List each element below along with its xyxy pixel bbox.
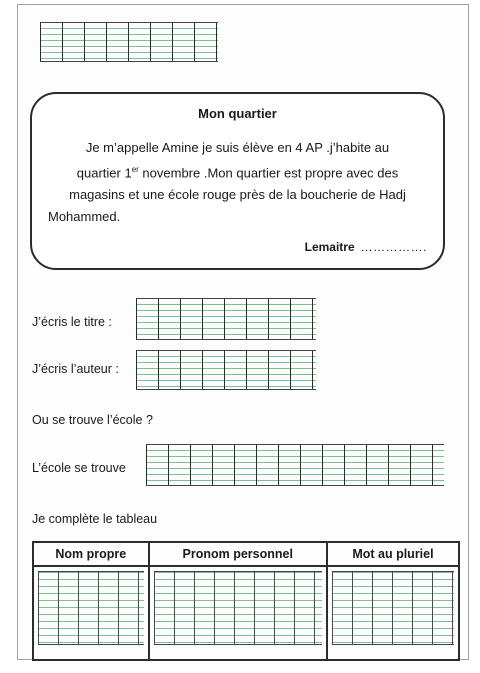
cell-writing-grid[interactable] xyxy=(38,571,144,645)
cell-pronom-personnel[interactable] xyxy=(149,566,327,660)
answer-writing-grid[interactable] xyxy=(146,444,444,486)
text-line-1: Je m’appelle Amine je suis élève en 4 AP .j’habite au xyxy=(85,140,390,155)
cell-nom-propre[interactable] xyxy=(33,566,149,660)
card-title: Mon quartier xyxy=(198,106,277,121)
table-row xyxy=(33,566,459,660)
text-line-2: quartier 1er novembre .Mon quartier est propre avec des xyxy=(76,165,399,181)
title-prompt: J’écris le titre : xyxy=(32,315,112,329)
author-label: Lemaitre xyxy=(304,240,355,254)
text-line-4: Mohammed. xyxy=(48,209,121,225)
answer-prompt: L’école se trouve xyxy=(32,461,126,475)
table-prompt: Je complète le tableau xyxy=(32,512,158,526)
header-writing-grid[interactable] xyxy=(40,22,218,62)
title-writing-grid[interactable] xyxy=(136,298,316,340)
header-pronom-personnel: Pronom personnel xyxy=(149,542,327,566)
cell-writing-grid[interactable] xyxy=(332,571,454,645)
card-text xyxy=(48,137,427,228)
author-signature xyxy=(305,240,427,254)
table-header-row xyxy=(33,542,459,566)
reading-text-card xyxy=(30,92,445,270)
header-mot-au-pluriel: Mot au pluriel xyxy=(327,542,459,566)
author-writing-grid[interactable] xyxy=(136,350,316,390)
header-nom-propre: Nom propre xyxy=(33,542,149,566)
author-prompt: J’écris l’auteur : xyxy=(32,362,119,376)
text-line-3: magasins et une école rouge près de la boucherie de Hadj xyxy=(69,187,406,203)
cell-writing-grid[interactable] xyxy=(154,571,322,645)
cell-mot-au-pluriel[interactable] xyxy=(327,566,459,660)
completion-table xyxy=(32,541,460,661)
question-text: Ou se trouve l’école ? xyxy=(32,413,153,427)
author-dots: ……………. xyxy=(360,240,427,254)
